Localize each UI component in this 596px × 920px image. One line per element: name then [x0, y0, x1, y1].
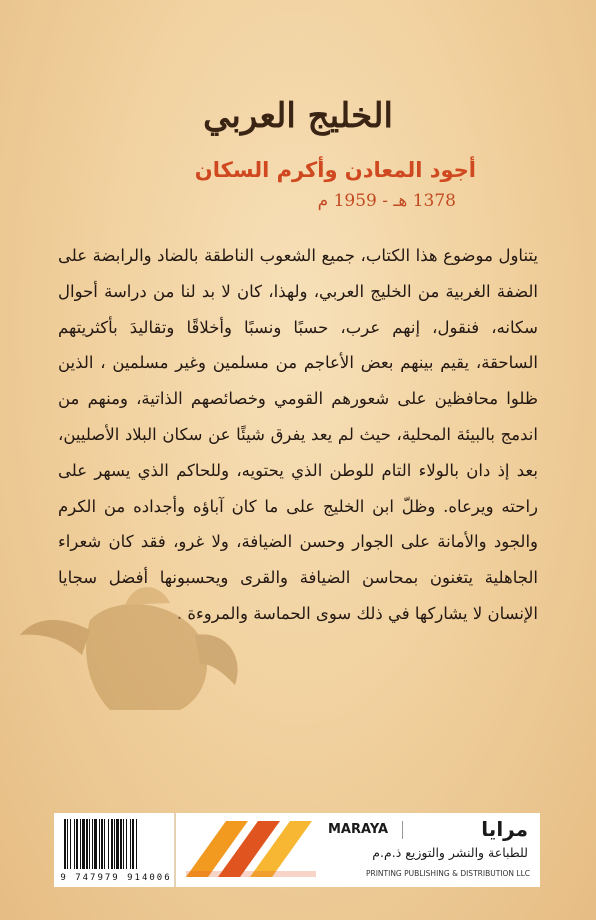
barcode-bar: [80, 819, 81, 869]
blurb-paragraph: يتناول موضوع هذا الكتاب، جميع الشعوب الناطقة بالضاد والرابضة على الضفة الغربية من الخليج العربي، ولهذا، كان لا بد لنا من دراسة أحوال سكانه، فنقول، إنهم عرب، حسبًا ونسبًا وأخلاقًا وتقاليدَ بأكثريتهم الساحقة، يقيم بينهم بعض الأعاجم من مسلمين وغير مسلمين ، الذين ظلوا محافظين على شعورهم القومي وخصائصهم الذاتية، ومنهم من اندمج بالبيئة المحلية، حيث لم يعد يفرق شيئًا عن سكان البلاد الأصليين، بعد إذ دان بالولاء التام للوطن الذي يحتويه، وللحاكم الذي يسهر على راحته ويرعاه. وظلّ ابن الخليج على ما كان آباؤه وأجداده من الكرم والجود والأمانة على الجوار وحسن الضيافة، ولا غرو، فقد كان شعراء الجاهلية يتغنون بمحاسن الضيافة والقرى ويحسبونها أفضل سجايا الإنسان لا يشاركها في ذلك سوى الحماسة والمروءة .: [58, 246, 538, 623]
barcode-bar: [116, 819, 119, 869]
barcode-bar: [89, 819, 90, 869]
coffee-pot-illustration: [20, 575, 250, 715]
back-cover-footer: [54, 813, 540, 887]
barcode-bar: [132, 819, 134, 869]
publisher-name-en: MARAYA: [328, 822, 389, 837]
barcode-bar: [114, 819, 115, 869]
publisher-divider: [402, 821, 403, 839]
barcode-bar: [76, 819, 78, 869]
barcode-bar: [130, 819, 131, 869]
barcode-bar: [101, 819, 103, 869]
book-title: الخليج العربي: [203, 96, 393, 136]
publisher-line-ar: للطباعة والنشر والتوزيع ذ.م.م: [372, 845, 528, 860]
book-subtitle: أجود المعادن وأكرم السكان: [194, 158, 476, 182]
barcode-bar: [123, 819, 124, 869]
publisher-tagline-en: PRINTING PUBLISHING & DISTRIBUTION LLC: [365, 869, 530, 878]
barcode-bar: [64, 819, 66, 869]
barcode-bar: [108, 819, 109, 869]
barcode-bar: [111, 819, 113, 869]
barcode-bar: [92, 819, 93, 869]
barcode-bar: [126, 819, 127, 869]
publication-date: 1378 هـ - 1959 م: [317, 191, 456, 211]
pot-body: [86, 604, 207, 710]
barcode-bar: [136, 819, 137, 869]
pot-lid: [125, 587, 170, 605]
publisher-name-ar: مرايا: [481, 817, 528, 841]
barcode-bar: [74, 819, 75, 869]
pot-spout: [20, 620, 90, 655]
blurb-text-block: [58, 238, 538, 632]
barcode-bar: [67, 819, 68, 869]
barcode-bar: [82, 819, 85, 869]
maraya-logo-icon: [186, 821, 316, 877]
barcode-bars: [62, 819, 168, 869]
barcode-bar: [99, 819, 100, 869]
barcode-bar: [94, 819, 97, 869]
isbn-barcode: [54, 813, 176, 887]
barcode-bar: [104, 819, 105, 869]
publisher-block: [176, 813, 540, 887]
barcode-bar: [70, 819, 71, 869]
barcode-bar: [120, 819, 122, 869]
barcode-bar: [86, 819, 88, 869]
barcode-number: 9 747979 914006: [60, 873, 172, 883]
